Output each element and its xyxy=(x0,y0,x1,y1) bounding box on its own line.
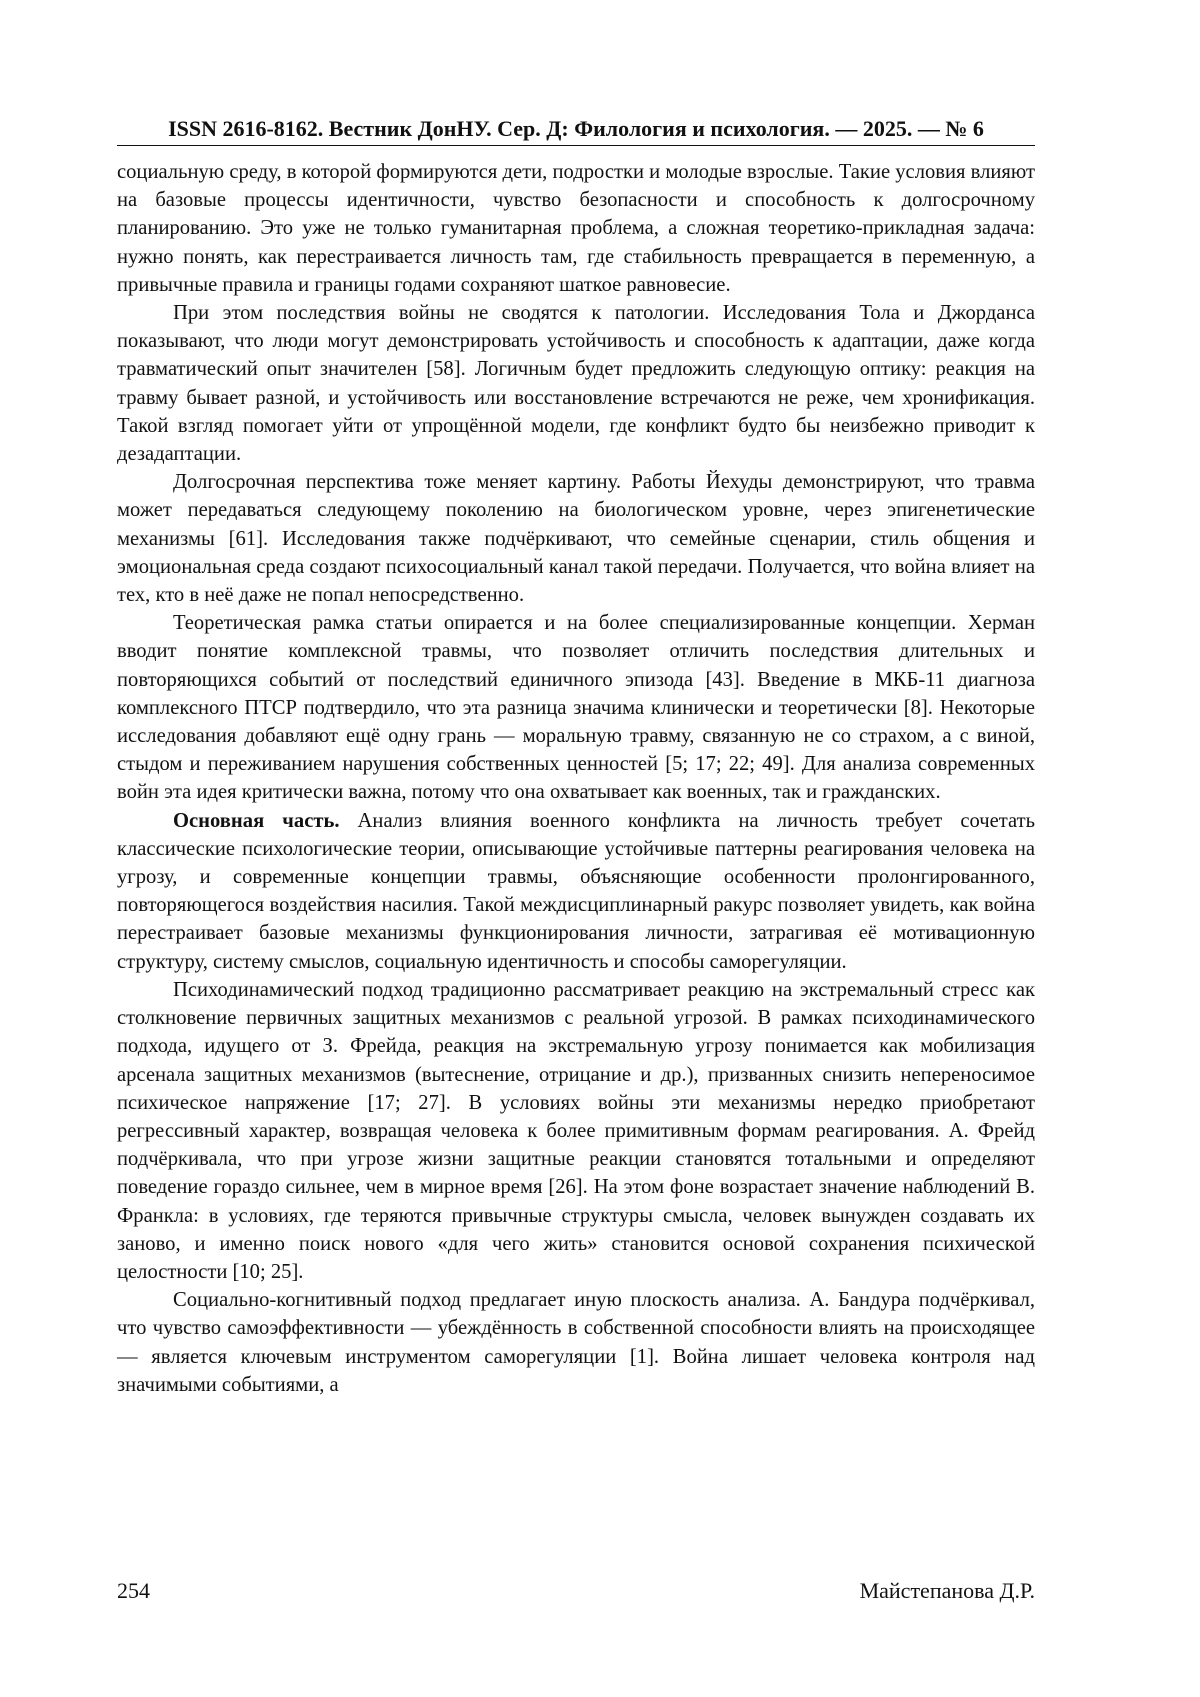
paragraph-5-text: Анализ влияния военного конфликта на личность требует сочетать классические психологические теории, описывающие устойчивые паттерны реагирования человека на угрозу, и современные концепции травмы, объясняющие особенности пролонгированного, повторяющегося воздействия насилия. Такой междисциплинарный ракурс позволяет увидеть, как война перестраивает базовые механизмы функционирования личности, затрагивая её мотивационную структуру, систему смыслов, социальную идентичность и способы саморегуляции. xyxy=(117,809,1036,973)
author-name: Майстепанова Д.Р. xyxy=(859,1578,1035,1603)
paragraph-5 xyxy=(117,807,1035,976)
paragraph-7: Социально-когнитивный подход предлагает иную плоскость анализа. А. Бандура подчёркивал, что чувство самоэффективности — убеждённость в собственной способности влиять на происходящее — является ключевым инструментом саморегуляции [1]. Война лишает человека контроля над значимыми событиями, а xyxy=(117,1289,1035,1396)
running-header: ISSN 2616-8162. Вестник ДонНУ. Сер. Д: Филология и психология. — 2025. — № 6 xyxy=(117,113,1035,146)
paragraph-4: Теоретическая рамка статьи опирается и на более специализированные концепции. Херман вводит понятие комплексной травмы, что позволяет отличить последствия длительных и повторяющихся событий от последствий единичного эпизода [43]. Введение в МКБ-11 диагноза комплексного ПТСР подтвердило, что эта разница значима клинически и теоретически [8]. Некоторые исследования добавляют ещё одну грань — моральную травму, связанную не со страхом, а с виной, стыдом и переживанием нарушения собственных ценностей [5; 17; 22; 49]. Для анализа современных войн эта идея критически важна, потому что она охватывает как военных, так и гражданских. xyxy=(117,612,1035,804)
article-body xyxy=(117,158,1035,1399)
paragraph-1: социальную среду, в которой формируются дети, подростки и молодые взрослые. Такие условия влияют на базовые процессы идентичности, чувство безопасности и способность к долгосрочному планированию. Это уже не только гуманитарная проблема, а сложная теоретико-прикладная задача: нужно понять, как перестраивается личность там, где стабильность превращается в переменную, а привычные правила и границы годами сохраняют шаткое равновесие. xyxy=(117,161,1035,296)
paragraph-6: Психодинамический подход традиционно рассматривает реакцию на экстремальный стресс как столкновение первичных защитных механизмов с реальной угрозой. В рамках психодинамического подхода, идущего от З. Фрейда, реакция на экстремальную угрозу понимается как мобилизация арсенала защитных механизмов (вытеснение, отрицание и др.), призванных снизить непереносимое психическое напряжение [17; 27]. В условиях войны эти механизмы нередко приобретают регрессивный характер, возвращая человека к более примитивным формам реагирования. А. Фрейд подчёркивала, что при угрозе жизни защитные реакции становятся тотальными и определяют поведение гораздо сильнее, чем в мирное время [26]. На этом фоне возрастает значение наблюдений В. Франкла: в условиях, где теряются привычные структуры смысла, человек вынужден создавать их заново, и именно поиск нового «для чего жить» становится основой сохранения психической целостности [10; 25]. xyxy=(117,978,1035,1283)
paragraph-3: Долгосрочная перспектива тоже меняет картину. Работы Йехуды демонстрируют, что травма может передаваться следующему поколению на биологическом уровне, через эпигенетические механизмы [61]. Исследования также подчёркивают, что семейные сценарии, стиль общения и эмоциональная среда создают психосоциальный канал такой передачи. Получается, что война влияет на тех, кто в неё даже не попал непосредственно. xyxy=(117,471,1035,607)
paragraph-2: При этом последствия войны не сводятся к патологии. Исследования Тола и Джорданса показывают, что люди могут демонстрировать устойчивость и способность к адаптации, даже когда травматический опыт значителен [58]. Логичным будет предложить следующую оптику: реакция на травму бывает разной, и устойчивость или восстановление встречаются не реже, чем хронификация. Такой взгляд помогает уйти от упрощённой модели, где конфликт будто бы неизбежно приводит к дезадаптации. xyxy=(117,302,1035,466)
section-heading-main-part: Основная часть. xyxy=(173,809,340,832)
page-number: 254 xyxy=(117,1578,150,1603)
